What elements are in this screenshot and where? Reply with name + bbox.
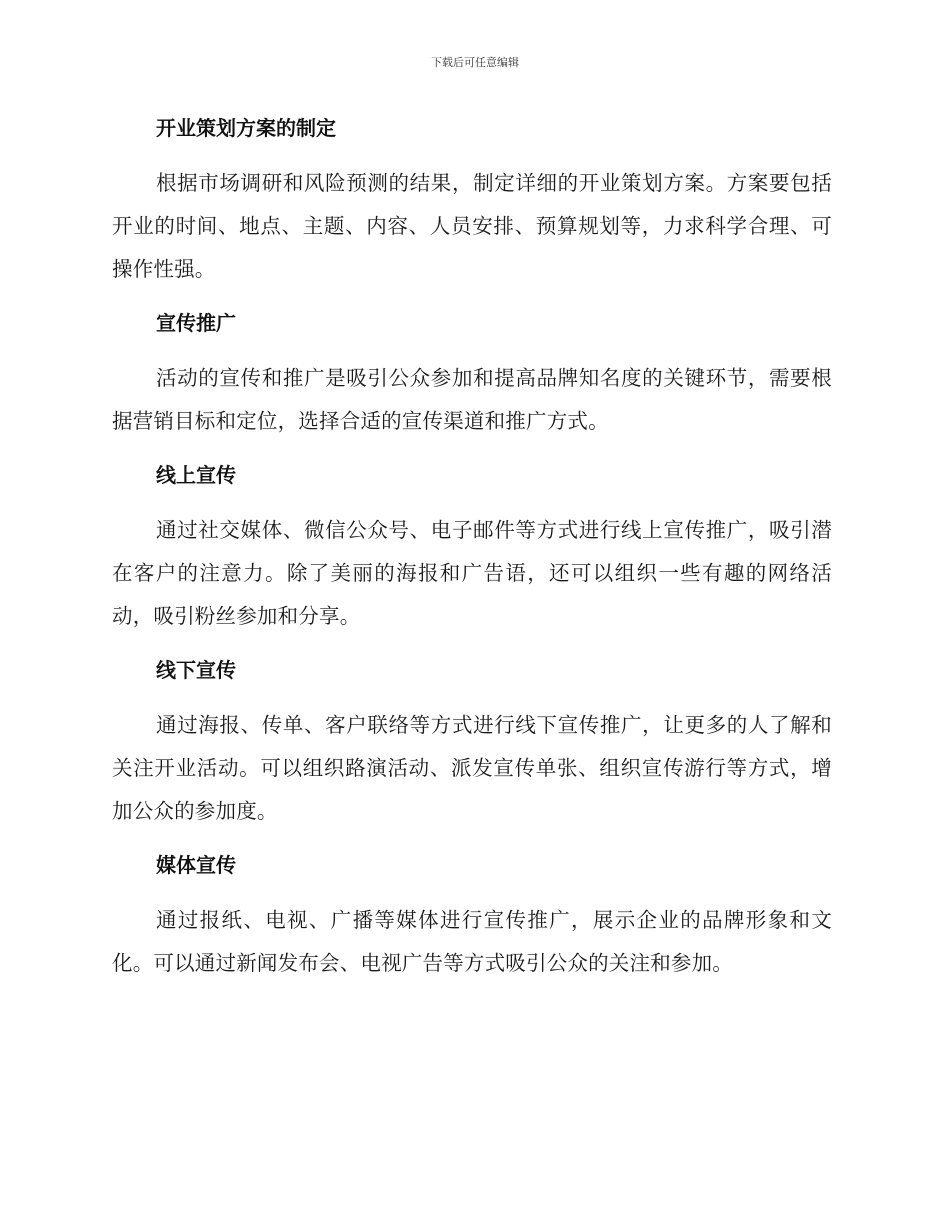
section-opening-plan — [112, 108, 832, 291]
section-promotion — [112, 303, 832, 443]
section-paragraph: 根据市场调研和风险预测的结果，制定详细的开业策划方案。方案要包括开业的时间、地点、主题、内容、人员安排、预算规划等，力求科学合理、可操作性强。 — [112, 171, 832, 281]
section-media-promotion — [112, 845, 832, 985]
section-paragraph: 通过社交媒体、微信公众号、电子邮件等方式进行线上宣传推广，吸引潜在客户的注意力。除了美丽的海报和广告语，还可以组织一些有趣的网络活动，吸引粉丝参加和分享。 — [112, 518, 832, 628]
section-heading: 媒体宣传 — [156, 853, 236, 877]
section-heading: 线下宣传 — [156, 658, 236, 682]
section-online-promotion — [112, 455, 832, 638]
section-heading: 线上宣传 — [156, 463, 236, 487]
document-body — [112, 108, 832, 997]
running-header: 下载后可任意编辑 — [431, 56, 519, 69]
section-paragraph: 通过海报、传单、客户联络等方式进行线下宣传推广，让更多的人了解和关注开业活动。可以组织路演活动、派发宣传单张、组织宣传游行等方式，增加公众的参加度。 — [112, 713, 832, 823]
section-offline-promotion — [112, 650, 832, 833]
section-paragraph: 活动的宣传和推广是吸引公众参加和提高品牌知名度的关键环节，需要根据营销目标和定位，选择合适的宣传渠道和推广方式。 — [112, 366, 832, 433]
section-paragraph: 通过报纸、电视、广播等媒体进行宣传推广，展示企业的品牌形象和文化。可以通过新闻发布会、电视广告等方式吸引公众的关注和参加。 — [112, 908, 832, 975]
section-heading: 宣传推广 — [156, 311, 236, 335]
section-heading: 开业策划方案的制定 — [156, 116, 336, 140]
